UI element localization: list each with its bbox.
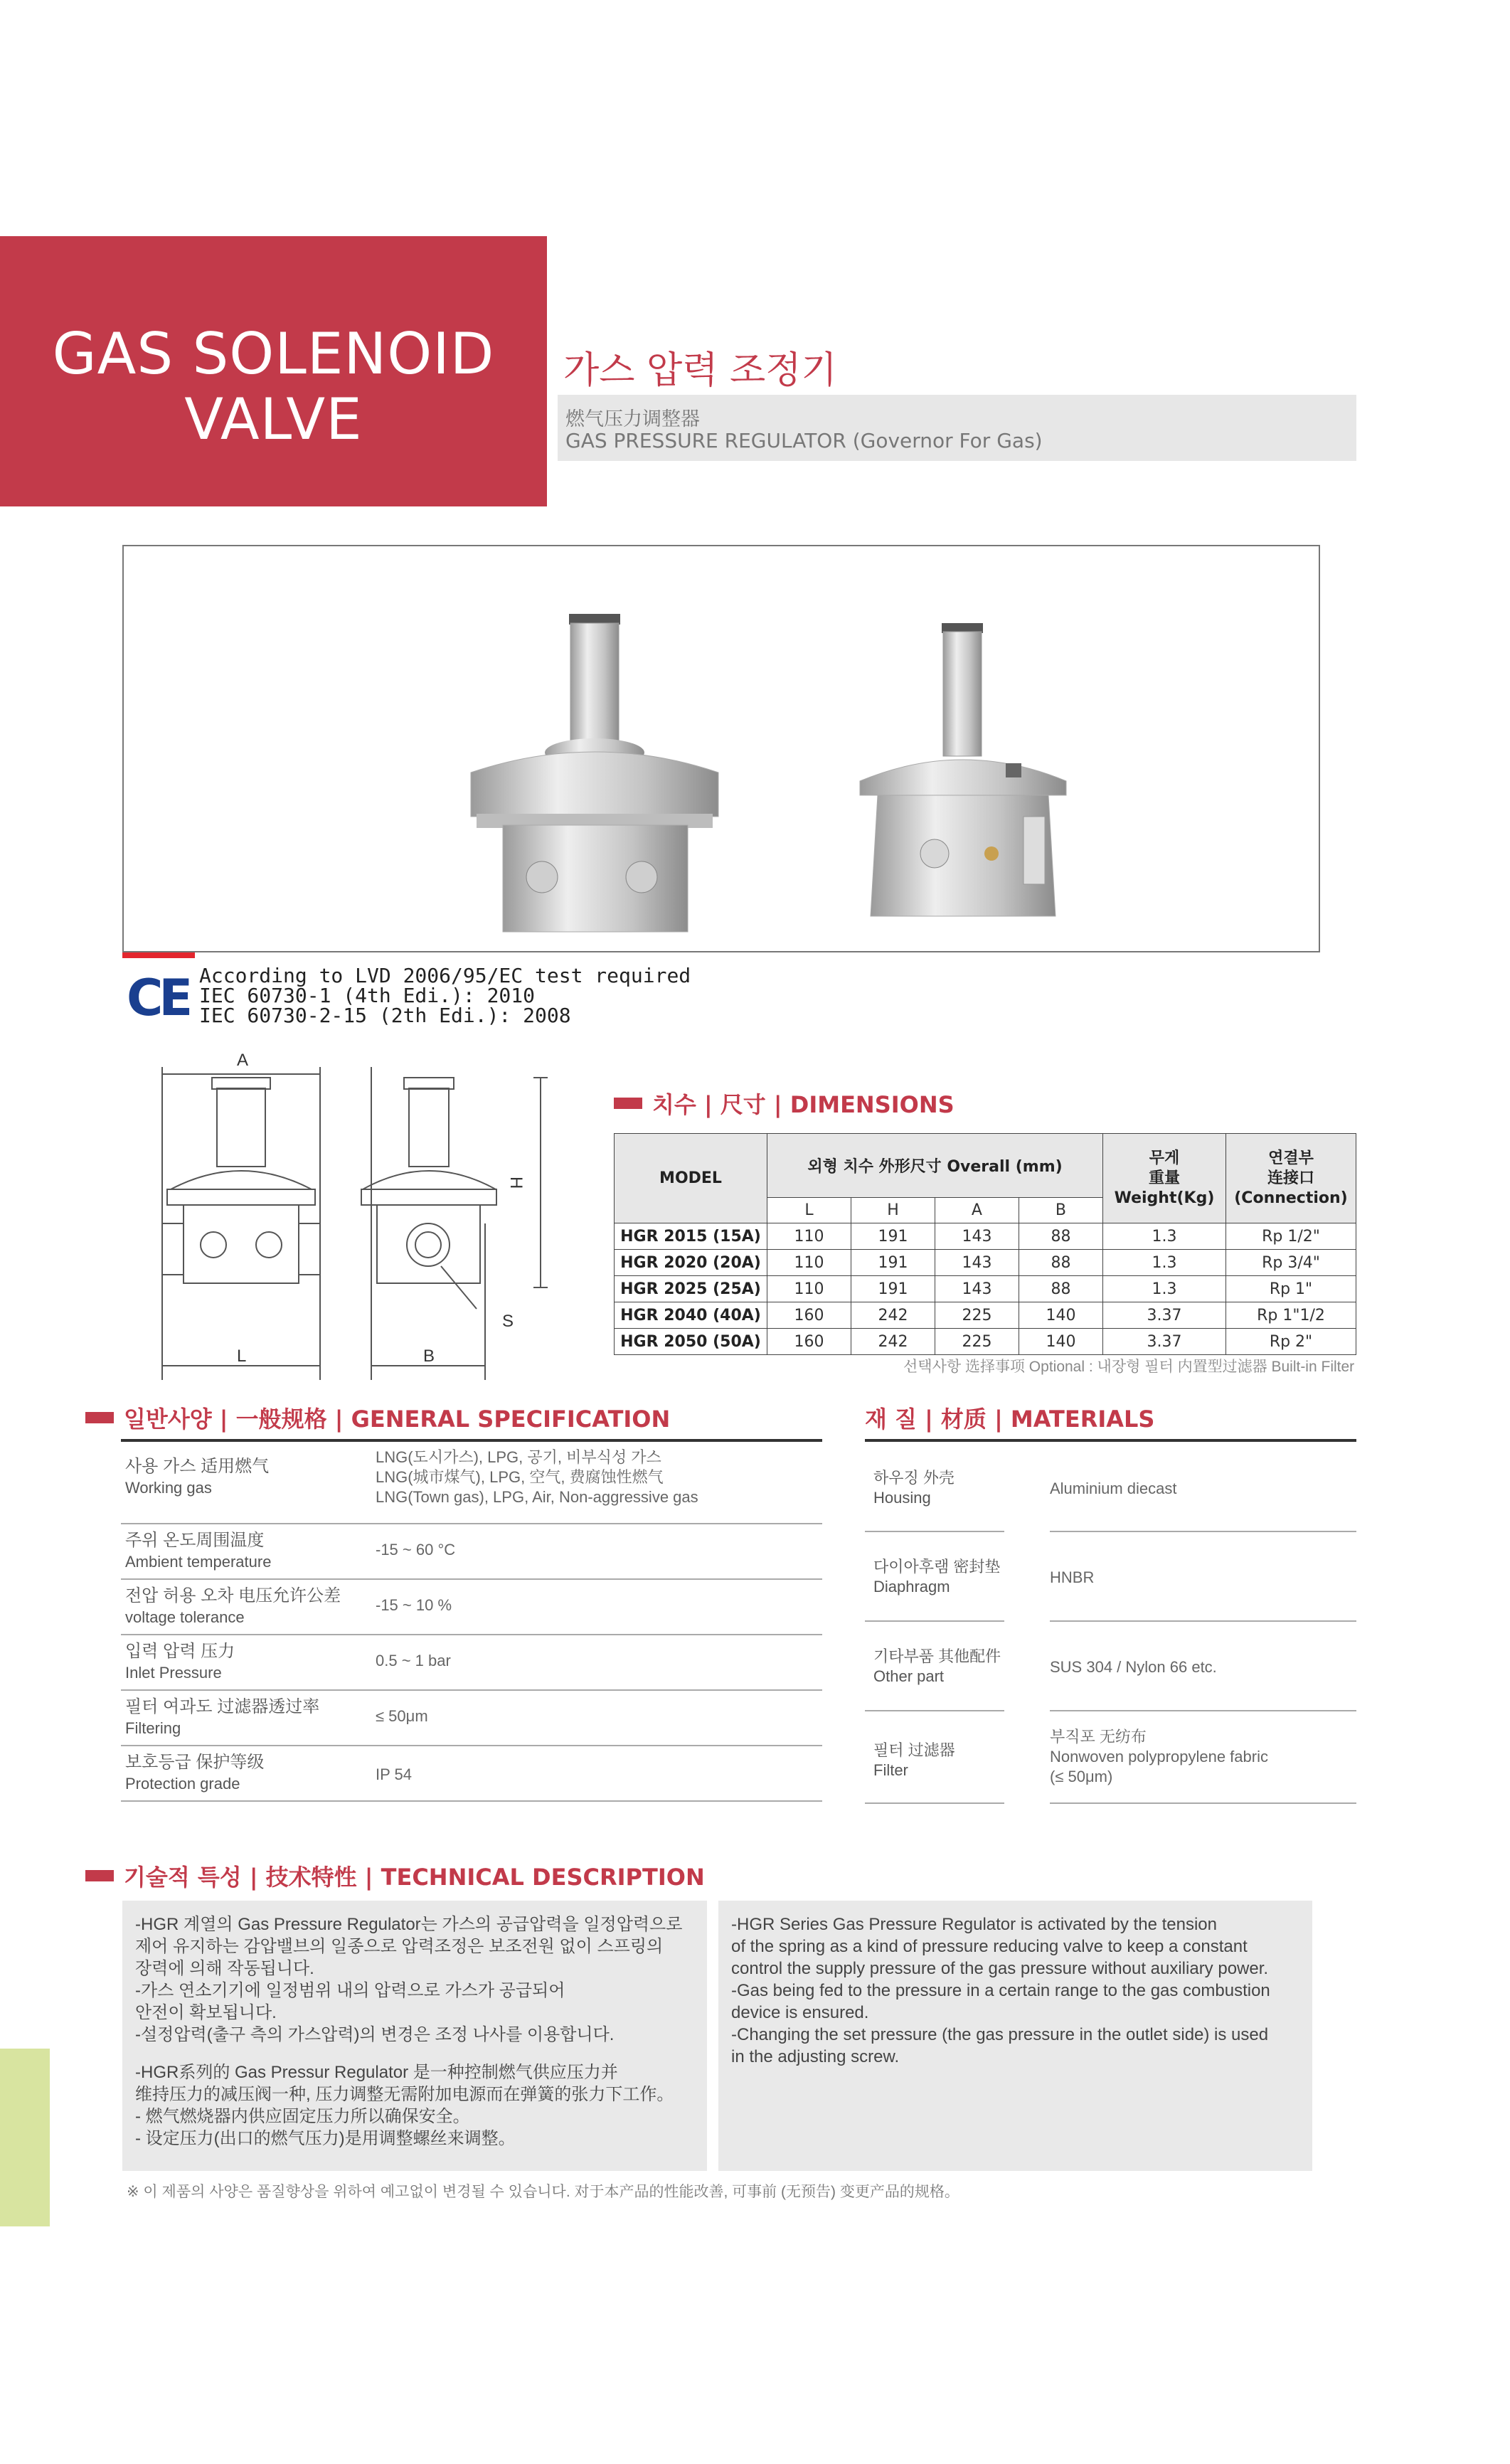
english-subtitle: GAS PRESSURE REGULATOR (Governor For Gas): [565, 429, 1043, 452]
cell-b: 140: [1019, 1329, 1102, 1355]
material-row: [865, 1442, 1356, 1531]
cell-a: 143: [935, 1276, 1019, 1302]
col-overall: 외형 치수 外形尺寸 Overall (mm): [767, 1134, 1103, 1198]
cell-a: 143: [935, 1223, 1019, 1250]
spec-label-en: Inlet Pressure: [125, 1664, 222, 1682]
spec-value: 0.5 ~ 1 bar: [376, 1652, 451, 1669]
sub-col-l: L: [767, 1198, 851, 1223]
cell-h: 191: [851, 1223, 935, 1250]
col-connection: [1226, 1134, 1356, 1223]
drawing-label-l: L: [237, 1347, 247, 1366]
technical-kr-line: 안전이 확보됩니다.: [135, 2003, 277, 2022]
material-row: [865, 1622, 1356, 1710]
cell-b: 88: [1019, 1250, 1102, 1276]
table-row: [615, 1223, 1356, 1250]
col-conn-cn: 连接口: [1267, 1169, 1314, 1187]
technical-kr-line: 제어 유지하는 감압밸브의 일종으로 압력조정은 보조전원 없이 스프링의: [135, 1937, 664, 1956]
cell-a: 225: [935, 1329, 1019, 1355]
material-value: Aluminium diecast: [1050, 1480, 1177, 1497]
technical-cn-line: 维持压力的减压阀一种, 压力调整无需附加电源而在弹簧的张力下工作。: [135, 2085, 674, 2104]
spec-label-en: Ambient temperature: [125, 1553, 272, 1571]
ce-line-1: According to LVD 2006/95/EC test required: [199, 964, 691, 987]
title-line-1: GAS SOLENOID: [52, 321, 495, 387]
material-row: [865, 1532, 1356, 1620]
cell-a: 225: [935, 1302, 1019, 1329]
material-value: (≤ 50μm): [1050, 1768, 1113, 1785]
technical-en-line: device is ensured.: [731, 2003, 869, 2022]
sub-col-a: A: [935, 1198, 1019, 1223]
cell-weight: 1.3: [1103, 1223, 1226, 1250]
technical-heading: [85, 1859, 705, 1892]
col-weight: [1103, 1134, 1226, 1223]
materials-heading-text: 재 질 | 材质 | MATERIALS: [865, 1406, 1155, 1433]
dimensions-heading: [614, 1087, 955, 1120]
cell-model: HGR 2050 (50A): [615, 1329, 767, 1355]
materials-heading: [865, 1401, 1154, 1434]
ce-accent-bar: [122, 952, 195, 958]
dimension-drawing: [142, 1053, 555, 1391]
technical-en-line: of the spring as a kind of pressure reducing valve to keep a constant: [731, 1937, 1248, 1956]
spec-value: LNG(城市煤气), LPG, 空气, 费腐蚀性燃气: [376, 1468, 664, 1486]
cell-conn: Rp 2": [1226, 1329, 1356, 1355]
technical-cn-line: - 设定压力(出口的燃气压力)是用调整螺丝来调整。: [135, 2129, 516, 2148]
spec-value: ≤ 50μm: [376, 1707, 428, 1725]
technical-en-line: -Gas being fed to the pressure in a certain range to the gas combustion: [731, 1981, 1270, 2000]
technical-en-line: control the supply pressure of the gas pressure without auxiliary power.: [731, 1959, 1269, 1978]
general-spec-heading: [85, 1401, 670, 1434]
cell-l: 160: [767, 1302, 851, 1329]
drawing-label-s: S: [502, 1312, 514, 1331]
cell-a: 143: [935, 1250, 1019, 1276]
drawing-label-h: H: [506, 1177, 526, 1189]
material-value: HNBR: [1050, 1568, 1095, 1586]
technical-en-line: -HGR Series Gas Pressure Regulator is activated by the tension: [731, 1915, 1217, 1934]
regulator-photo-front: [471, 614, 718, 932]
heading-bar: [85, 1870, 114, 1881]
korean-title: 가스 압력 조정기: [563, 349, 837, 392]
technical-kr-line: -가스 연소기기에 일정범위 내의 압력으로 가스가 공급되어: [135, 1981, 565, 2000]
material-label-kr: 다이아후램 密封垫: [873, 1558, 1001, 1576]
table-row: [615, 1302, 1356, 1329]
footer-note: ※ 이 제품의 사양은 품질향상을 위하여 예고없이 변경될 수 있습니다. 对于本产品的性能改善, 可事前 (无预告) 变更产品的规格。: [127, 2184, 959, 2200]
col-weight-kr: 무게: [1149, 1149, 1180, 1167]
technical-cn-line: - 燃气燃烧器内供应固定压力所以确保安全。: [135, 2107, 470, 2126]
cell-b: 88: [1019, 1223, 1102, 1250]
table-row: [615, 1329, 1356, 1355]
spec-label-kr: 전압 허용 오차 电压允许公差: [125, 1586, 341, 1605]
cell-h: 191: [851, 1250, 935, 1276]
cell-model: HGR 2015 (15A): [615, 1223, 767, 1250]
spec-value: LNG(Town gas), LPG, Air, Non-aggressive gas: [376, 1488, 698, 1506]
cell-conn: Rp 1": [1226, 1276, 1356, 1302]
dimensions-heading-text: 치수 | 尺寸 | DIMENSIONS: [652, 1091, 955, 1118]
spec-row: [121, 1524, 822, 1580]
material-value: SUS 304 / Nylon 66 etc.: [1050, 1658, 1217, 1676]
spec-row: [121, 1691, 822, 1746]
product-photo-frame: [122, 545, 1320, 952]
cell-l: 110: [767, 1250, 851, 1276]
material-label-en: Housing: [873, 1489, 931, 1507]
heading-bar: [85, 1412, 114, 1423]
cell-h: 242: [851, 1302, 935, 1329]
table-row: [615, 1276, 1356, 1302]
cell-l: 160: [767, 1329, 851, 1355]
table-row: [615, 1250, 1356, 1276]
spec-label-en: Working gas: [125, 1479, 212, 1497]
spec-value: -15 ~ 60 °C: [376, 1541, 456, 1558]
cell-l: 110: [767, 1223, 851, 1250]
drawing-label-b: B: [423, 1347, 435, 1366]
cell-b: 88: [1019, 1276, 1102, 1302]
chinese-subtitle: 燃气压力调整器: [565, 408, 700, 430]
col-conn-en: (Connection): [1234, 1189, 1348, 1207]
cell-weight: 3.37: [1103, 1302, 1226, 1329]
technical-kr-line: 장력에 의해 작동됩니다.: [135, 1959, 314, 1978]
material-label-en: Other part: [873, 1667, 945, 1685]
product-photos: [124, 546, 1319, 951]
cell-conn: Rp 1"1/2: [1226, 1302, 1356, 1329]
cell-conn: Rp 1/2": [1226, 1223, 1356, 1250]
spec-value: IP 54: [376, 1765, 412, 1783]
cell-h: 242: [851, 1329, 935, 1355]
spec-label-kr: 주위 온도周围温度: [125, 1531, 265, 1550]
spec-label-en: Filtering: [125, 1719, 181, 1737]
ce-mark-icon: CE: [127, 969, 189, 1027]
cell-weight: 1.3: [1103, 1276, 1226, 1302]
cell-conn: Rp 3/4": [1226, 1250, 1356, 1276]
technical-en-line: -Changing the set pressure (the gas pressure in the outlet side) is used: [731, 2025, 1269, 2044]
cell-h: 191: [851, 1276, 935, 1302]
cell-model: HGR 2040 (40A): [615, 1302, 767, 1329]
material-divider: [1050, 1802, 1356, 1804]
dimensions-table: [614, 1133, 1356, 1355]
dimensions-note: 선택사항 选择事项 Optional : 내장형 필터 内置型过滤器 Built-in Filter: [903, 1359, 1355, 1375]
cell-weight: 1.3: [1103, 1250, 1226, 1276]
side-tab: [0, 2049, 50, 2226]
spec-row: [121, 1746, 822, 1802]
cell-weight: 3.37: [1103, 1329, 1226, 1355]
cell-model: HGR 2020 (20A): [615, 1250, 767, 1276]
spec-label-kr: 필터 여과도 过滤器透过率: [125, 1697, 320, 1716]
general-spec-heading-text: 일반사양 | 一般规格 | GENERAL SPECIFICATION: [124, 1406, 671, 1433]
technical-kr-line: -HGR 계열의 Gas Pressure Regulator는 가스의 공급압력을 일정압력으로: [135, 1915, 683, 1934]
cell-b: 140: [1019, 1302, 1102, 1329]
material-label-kr: 기타부품 其他配件: [873, 1647, 1001, 1665]
spec-label-kr: 사용 가스 适用燃气: [125, 1457, 270, 1476]
material-label-en: Diaphragm: [873, 1578, 950, 1595]
material-label-en: Filter: [873, 1761, 908, 1779]
spec-value: LNG(도시가스), LPG, 공기, 비부식성 가스: [376, 1448, 661, 1466]
cell-model: HGR 2025 (25A): [615, 1276, 767, 1302]
material-value: Nonwoven polypropylene fabric: [1050, 1748, 1268, 1765]
col-model: MODEL: [615, 1134, 767, 1223]
spec-label-en: voltage tolerance: [125, 1608, 245, 1626]
drawing-label-a: A: [237, 1053, 249, 1070]
material-label-kr: 필터 过滤器: [873, 1741, 955, 1759]
title-block: [0, 236, 547, 506]
col-weight-en: Weight(Kg): [1114, 1189, 1215, 1207]
cell-l: 110: [767, 1276, 851, 1302]
technical-kr-line: -설정압력(출구 측의 가스압력)의 변경은 조정 나사를 이용합니다.: [135, 2025, 615, 2044]
spec-label-kr: 입력 압력 压力: [125, 1642, 235, 1661]
technical-heading-text: 기술적 특성 | 技术特性 | TECHNICAL DESCRIPTION: [124, 1864, 705, 1891]
col-weight-cn: 重量: [1148, 1169, 1180, 1187]
technical-cn-line: -HGR系列的 Gas Pressur Regulator 是一种控制燃气供应压力并: [135, 2063, 618, 2082]
spec-value: -15 ~ 10 %: [376, 1596, 452, 1614]
spec-row: [121, 1442, 822, 1524]
technical-en-line: in the adjusting screw.: [731, 2047, 900, 2066]
spec-label-en: Protection grade: [125, 1775, 240, 1793]
spec-label-kr: 보호등급 保护等级: [125, 1753, 265, 1772]
ce-line-2: IEC 60730-1 (4th Edi.): 2010: [199, 984, 536, 1007]
sub-col-h: H: [851, 1198, 935, 1223]
spec-row: [121, 1580, 822, 1635]
material-label-kr: 하우징 外壳: [873, 1469, 955, 1487]
material-divider: [865, 1802, 1004, 1804]
spec-row: [121, 1635, 822, 1691]
col-conn-kr: 연결부: [1268, 1149, 1314, 1167]
material-row: [865, 1711, 1356, 1802]
ce-line-3: IEC 60730-2-15 (2th Edi.): 2008: [199, 1004, 571, 1027]
heading-bar: [614, 1098, 642, 1109]
title-line-2: VALVE: [184, 386, 363, 452]
sub-col-b: B: [1019, 1198, 1102, 1223]
material-value: 부직포 无纺布: [1050, 1728, 1147, 1746]
regulator-photo-side: [860, 623, 1066, 916]
